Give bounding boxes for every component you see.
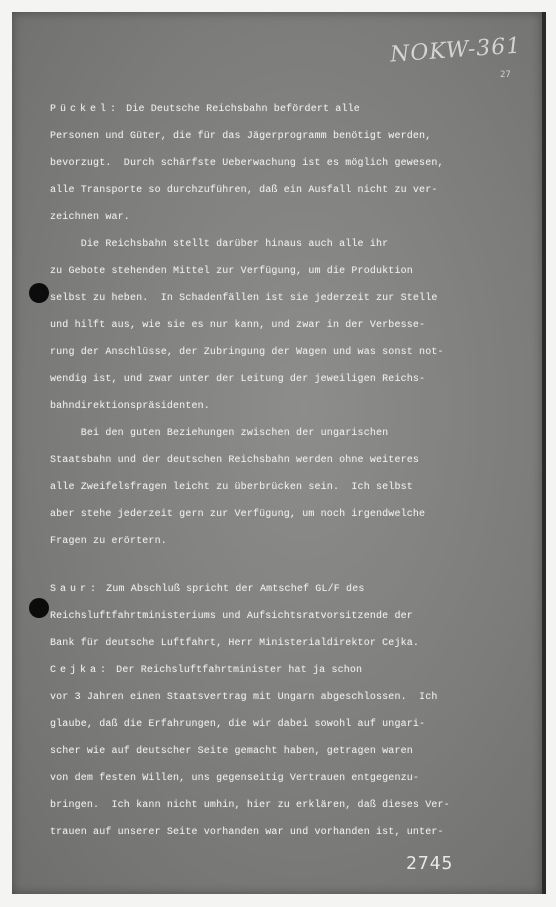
text-line: vor 3 Jahren einen Staatsvertrag mit Ungarn abgeschlossen. Ich xyxy=(50,692,438,703)
text-line: bevorzugt. Durch schärfste Ueberwachung ist es möglich gewesen, xyxy=(50,158,444,169)
text-line: und hilft aus, wie sie es nur kann, und zwar in der Verbesse- xyxy=(50,320,426,331)
text-line: rung der Anschlüsse, der Zubringung der Wagen und was sonst not- xyxy=(50,347,444,358)
text-line: zu Gebote stehenden Mittel zur Verfügung, um die Produktion xyxy=(50,266,413,277)
page-marker: 27 xyxy=(500,70,511,80)
text-line: wendig ist, und zwar unter der Leitung der jeweiligen Reichs- xyxy=(50,374,426,385)
text-line: Personen und Güter, die für das Jägerprogramm benötigt werden, xyxy=(50,131,432,142)
document-number: 2745 xyxy=(406,853,454,874)
text-line: selbst zu heben. In Schadenfällen ist sie jederzeit zur Stelle xyxy=(50,293,438,304)
text-line: Saur: Zum Abschluß spricht der Amtschef GL/F des xyxy=(50,584,365,595)
text-line: Reichsluftfahrtministeriums und Aufsichtsratvorsitzende der xyxy=(50,611,413,622)
handwritten-reference: NOKW-361 xyxy=(389,33,523,68)
text-line: trauen auf unserer Seite vorhanden war und vorhanden ist, unter- xyxy=(50,827,444,838)
text-line: Pückel: Die Deutsche Reichsbahn befördert alle xyxy=(50,104,360,115)
text-line: Die Reichsbahn stellt darüber hinaus auch alle ihr xyxy=(50,239,389,250)
text-line: alle Transporte so durchzuführen, daß ein Ausfall nicht zu ver- xyxy=(50,185,438,196)
text-line: bahndirektionspräsidenten. xyxy=(50,401,210,412)
text-line: Bei den guten Beziehungen zwischen der ungarischen xyxy=(50,428,389,439)
speaker-name: Pückel: xyxy=(50,104,121,115)
text-line: alle Zweifelsfragen leicht zu überbrücken sein. Ich selbst xyxy=(50,482,413,493)
text-line: zeichnen war. xyxy=(50,212,130,223)
text-line: Staatsbahn und der deutschen Reichsbahn werden ohne weiteres xyxy=(50,455,420,466)
text-line: Fragen zu erörtern. xyxy=(50,536,167,547)
text-line: von dem festen Willen, uns gegenseitig Vertrauen entgegenzu- xyxy=(50,773,420,784)
text-line: Cejka: Der Reichsluftfahrtminister hat ja schon xyxy=(50,665,363,676)
text-line: scher wie auf deutscher Seite gemacht haben, getragen waren xyxy=(50,746,413,757)
text-line: glaube, daß die Erfahrungen, die wir dabei sowohl auf ungari- xyxy=(50,719,426,730)
document-page xyxy=(12,12,546,894)
text-line: Bank für deutsche Luftfahrt, Herr Ministerialdirektor Cejka. xyxy=(50,638,420,649)
punch-hole-icon xyxy=(29,598,49,618)
speaker-name: Saur: xyxy=(50,584,101,595)
punch-hole-icon xyxy=(29,283,49,303)
text-line: aber stehe jederzeit gern zur Verfügung, um noch irgendwelche xyxy=(50,509,426,520)
text-line: bringen. Ich kann nicht umhin, hier zu erklären, daß dieses Ver- xyxy=(50,800,450,811)
speaker-name: Cejka: xyxy=(50,665,111,676)
